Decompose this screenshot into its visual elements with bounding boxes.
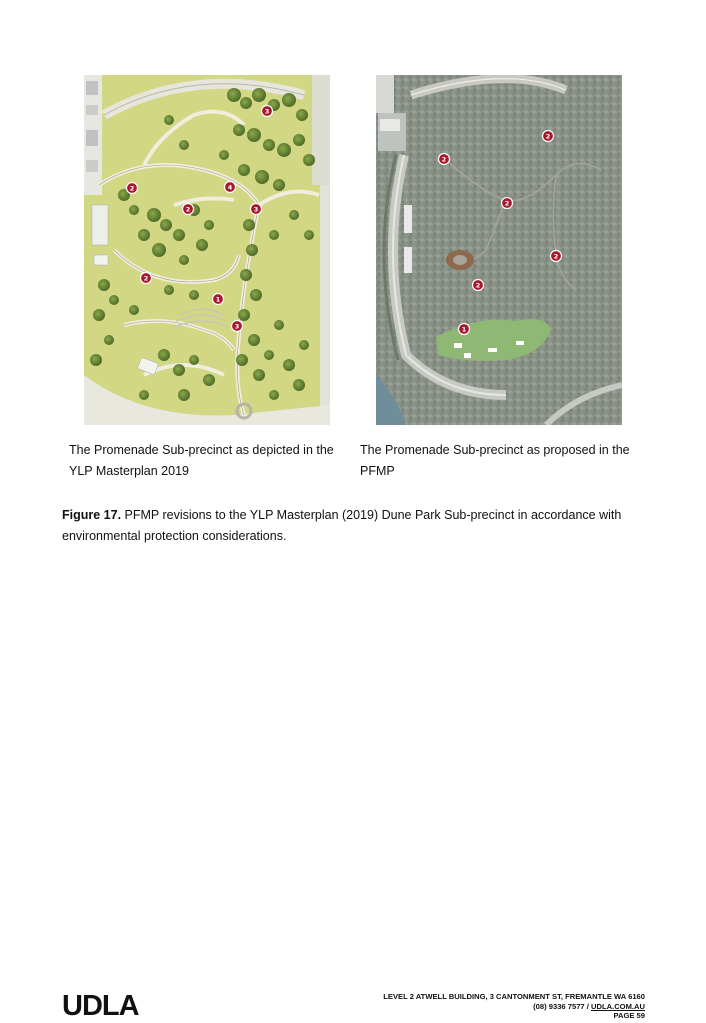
- footer-address: LEVEL 2 ATWELL BUILDING, 3 CANTONMENT ST, FREMANTLE WA 6160: [383, 992, 645, 1001]
- page-number: PAGE 59: [613, 1011, 645, 1020]
- footer-phone-web: [383, 1002, 645, 1012]
- footer-phone: (08) 9336 7577: [533, 1001, 585, 1011]
- footer-separator: /: [584, 1001, 591, 1011]
- map-marker: [213, 294, 224, 305]
- right-map-caption: The Promenade Sub-precinct as proposed in the PFMP: [360, 443, 630, 478]
- map-marker: [439, 154, 450, 165]
- svg-text:4: 4: [227, 183, 233, 192]
- svg-text:2: 2: [553, 252, 559, 261]
- map-marker: [543, 131, 554, 142]
- svg-text:2: 2: [441, 155, 447, 164]
- masterplan-2019-map: [84, 75, 330, 425]
- svg-text:3: 3: [234, 322, 240, 331]
- svg-text:2: 2: [185, 205, 191, 214]
- map-marker: [232, 321, 243, 332]
- footer-website-link[interactable]: UDLA.COM.AU: [591, 1001, 645, 1011]
- pfmp-aerial-map: [376, 75, 622, 425]
- figure-text: PFMP revisions to the YLP Masterplan (2019) Dune Park Sub-precinct in accordance with environmental protection considerations.: [62, 508, 622, 543]
- map-marker: [225, 182, 236, 193]
- svg-text:2: 2: [475, 281, 481, 290]
- svg-text:2: 2: [504, 199, 510, 208]
- svg-text:3: 3: [253, 205, 259, 214]
- map-marker: [473, 280, 484, 291]
- svg-text:2: 2: [545, 132, 551, 141]
- map-marker: [551, 251, 562, 262]
- udla-logo: UDLA: [62, 990, 139, 1022]
- svg-text:1: 1: [215, 295, 221, 304]
- svg-text:2: 2: [143, 274, 149, 283]
- map-marker: [262, 106, 273, 117]
- svg-text:2: 2: [129, 184, 135, 193]
- map-marker: [127, 183, 138, 194]
- map-marker: [459, 324, 470, 335]
- svg-text:1: 1: [461, 325, 467, 334]
- figure-label: Figure 17.: [62, 508, 122, 522]
- footer-contact: [383, 992, 645, 1021]
- map-marker: [141, 273, 152, 284]
- svg-text:3: 3: [264, 107, 270, 116]
- map-marker: [183, 204, 194, 215]
- figure-caption: [62, 505, 652, 547]
- left-map-caption: The Promenade Sub-precinct as depicted in the YLP Masterplan 2019: [69, 443, 334, 478]
- map-marker: [251, 204, 262, 215]
- map-marker: [502, 198, 513, 209]
